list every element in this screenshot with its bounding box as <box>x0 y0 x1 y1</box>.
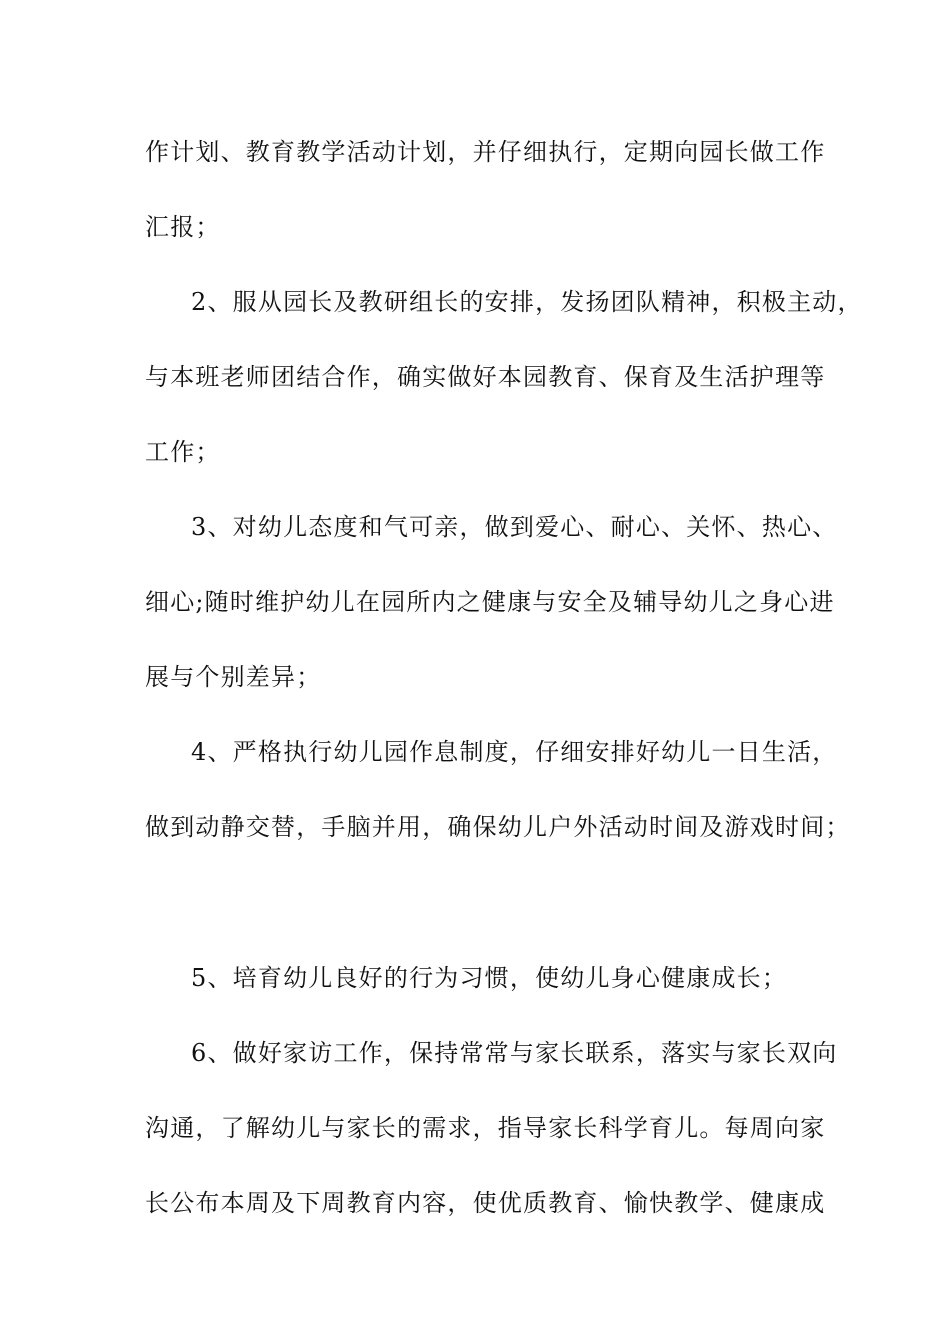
text-line: 工作； <box>145 438 221 466</box>
text-line: 与本班老师团结合作，确实做好本园教育、保育及生活护理等 <box>145 363 826 391</box>
text-line-item-4: 4、严格执行幼儿园作息制度，仔细安排好幼儿一日生活， <box>191 738 838 766</box>
text-line: 沟通，了解幼儿与家长的需求，指导家长科学育儿。每周向家 <box>145 1114 826 1142</box>
text-line: 长公布本周及下周教育内容，使优质教育、愉快教学、健康成 <box>145 1189 826 1217</box>
text-line-item-2: 2、服从园长及教研组长的安排，发扬团队精神，积极主动， <box>191 288 863 316</box>
text-line: 汇报； <box>145 213 221 241</box>
text-line: 作计划、教育教学活动计划，并仔细执行，定期向园长做工作 <box>145 138 826 166</box>
text-line: 做到动静交替，手脑并用，确保幼儿户外活动时间及游戏时间； <box>145 813 851 841</box>
text-line-item-5: 5、培育幼儿良好的行为习惯，使幼儿身心健康成长； <box>191 964 788 992</box>
text-line-item-6: 6、做好家访工作，保持常常与家长联系，落实与家长双向 <box>191 1039 838 1067</box>
text-line-item-3: 3、对幼儿态度和气可亲，做到爱心、耐心、关怀、热心、 <box>191 513 838 541</box>
text-line: 细心;随时维护幼儿在园所内之健康与安全及辅导幼儿之身心进 <box>145 588 835 616</box>
text-line: 展与个别差异； <box>145 663 322 691</box>
